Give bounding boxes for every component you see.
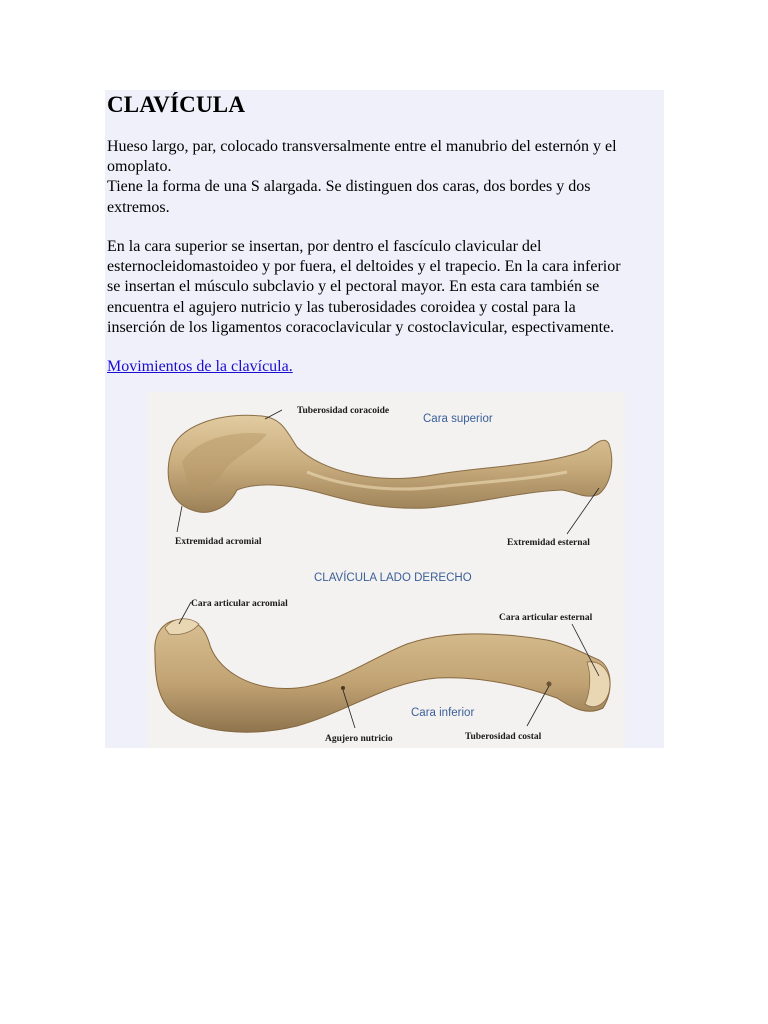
text-line: encuentra el agujero nutricio y las tuberosidades coroidea y costal para la bbox=[107, 298, 576, 316]
clavicle-illustration bbox=[147, 392, 625, 748]
text-line: se insertan el músculo subclavio y el pectoral mayor. En esta cara también se bbox=[107, 278, 600, 296]
page-title: CLAVÍCULA bbox=[107, 92, 246, 117]
insertions-paragraph bbox=[107, 237, 657, 338]
clavicle-superior-bone bbox=[168, 415, 612, 512]
movements-link[interactable]: Movimientos de la clavícula. bbox=[107, 358, 293, 375]
label-cara-articular-acromial: Cara articular acromial bbox=[191, 599, 288, 609]
leader-line bbox=[265, 410, 282, 419]
text-line: omoplato. bbox=[107, 158, 172, 176]
text-line: inserción de los ligamentos coracoclavicular y costoclavicular, espectivamente. bbox=[107, 318, 615, 336]
label-extremidad-esternal: Extremidad esternal bbox=[507, 538, 590, 548]
text-line: Hueso largo, par, colocado transversalmente entre el manubrio del esternón y el bbox=[107, 138, 617, 155]
clavicula-lado-derecho-title: CLAVÍCULA LADO DERECHO bbox=[314, 572, 472, 584]
text-line: En la cara superior se insertan, por dentro el fascículo clavicular del bbox=[107, 238, 542, 255]
text-line: esternocleidomastoideo y por fuera, el deltoides y el trapecio. En la cara inferior bbox=[107, 258, 621, 276]
label-cara-articular-esternal: Cara articular esternal bbox=[499, 613, 593, 623]
cara-inferior-title: Cara inferior bbox=[411, 707, 475, 719]
intro-paragraph bbox=[107, 137, 657, 218]
leader-line bbox=[177, 506, 182, 532]
label-tuberosidad-coracoide: Tuberosidad coracoide bbox=[297, 406, 390, 416]
label-tuberosidad-costal: Tuberosidad costal bbox=[465, 732, 542, 742]
costal-tuberosity-mark bbox=[547, 682, 552, 687]
label-agujero-nutricio: Agujero nutricio bbox=[325, 734, 393, 744]
nutrient-foramen-mark bbox=[341, 686, 345, 690]
clavicle-diagram bbox=[147, 392, 625, 748]
cara-superior-title: Cara superior bbox=[423, 413, 493, 425]
label-extremidad-acromial: Extremidad acromial bbox=[175, 537, 262, 547]
clavicle-inferior-bone bbox=[155, 620, 610, 733]
text-line: Tiene la forma de una S alargada. Se distinguen dos caras, dos bordes y dos bbox=[107, 178, 591, 196]
text-line: extremos. bbox=[107, 198, 170, 216]
